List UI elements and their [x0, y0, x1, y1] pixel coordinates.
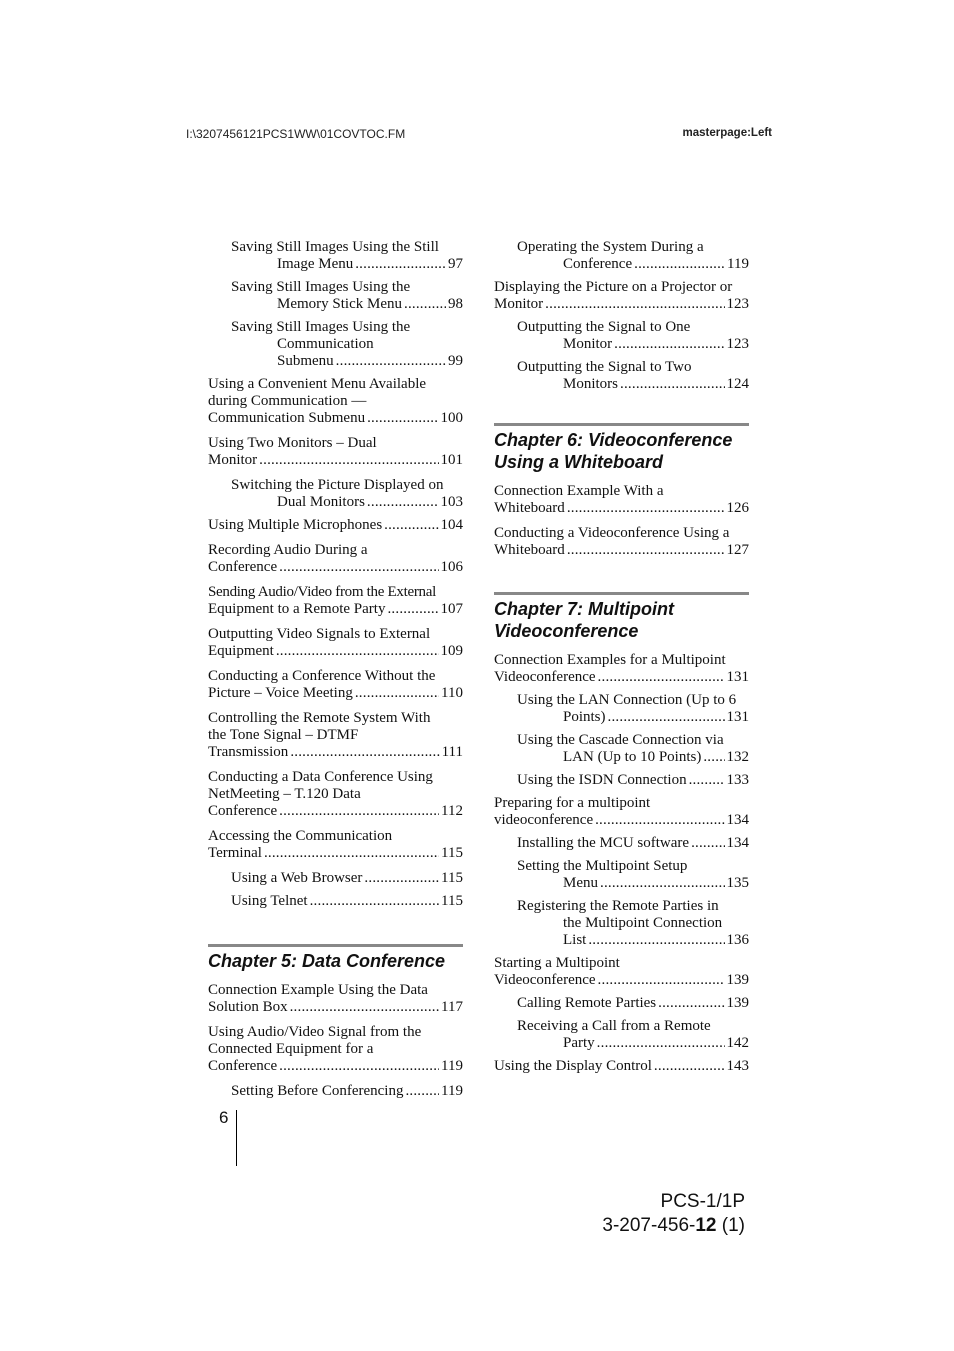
page-number: 131: [726, 669, 749, 685]
page-number: 139: [726, 995, 749, 1011]
page-number: 119: [441, 1083, 463, 1099]
page-number: 100: [440, 410, 463, 426]
page-number: 97: [448, 256, 463, 272]
page-number: 143: [726, 1058, 749, 1074]
masterpage-label: masterpage:Left: [682, 127, 772, 139]
toc-entry[interactable]: Setting Before Conferencing ..... 119: [208, 1083, 463, 1100]
toc-entry[interactable]: Preparing for a multipoint videoconference ..... 134: [494, 795, 749, 829]
toc-right-column: [494, 239, 749, 1075]
toc-entry[interactable]: Switching the Picture Displayed on Dual Monitors ..... 103: [208, 477, 463, 511]
toc-entry[interactable]: Saving Still Images Using the Communication Submenu ..... 99: [208, 319, 463, 370]
page-number: 106: [440, 559, 463, 575]
toc-entry[interactable]: Accessing the Communication Terminal ..... 115: [208, 828, 463, 862]
toc-entry[interactable]: Using the Display Control ..... 143: [494, 1058, 749, 1075]
model-name: PCS-1/1P: [660, 1191, 745, 1212]
model-code: 3-207-456-12 (1): [602, 1215, 745, 1236]
chapter-heading[interactable]: Chapter 6: Videoconference Using a Whiteboard: [494, 423, 749, 473]
toc-entry[interactable]: Using Multiple Microphones ..... 104: [208, 517, 463, 534]
toc-entry[interactable]: Operating the System During a Conference ..... 119: [494, 239, 749, 273]
page-number: 139: [726, 972, 749, 988]
page-number: 132: [726, 749, 749, 765]
page-number: 104: [440, 517, 463, 533]
page-number: 111: [441, 744, 463, 760]
page-number: 131: [726, 709, 749, 725]
page-number: 112: [441, 803, 463, 819]
toc-entry[interactable]: Calling Remote Parties ..... 139: [494, 995, 749, 1012]
toc-entry[interactable]: Using Telnet ..... 115: [208, 893, 463, 910]
toc-entry[interactable]: Installing the MCU software ..... 134: [494, 835, 749, 852]
toc-entry[interactable]: Starting a Multipoint Videoconference ..... 139: [494, 955, 749, 989]
page-number: 103: [440, 494, 463, 510]
page-number: 115: [441, 845, 463, 861]
toc-entry[interactable]: Displaying the Picture on a Projector or Monitor ..... 123: [494, 279, 749, 313]
page-number: 119: [441, 1058, 463, 1074]
toc-entry[interactable]: Saving Still Images Using the Memory Stick Menu ..... 98: [208, 279, 463, 313]
toc-entry[interactable]: Sending Audio/Video from the External Equipment to a Remote Party ..... 107: [208, 584, 463, 618]
chapter-heading[interactable]: Chapter 7: Multipoint Videoconference: [494, 592, 749, 642]
page-number: 134: [726, 835, 749, 851]
toc-entry[interactable]: Outputting the Signal to Two Monitors ..... 124: [494, 359, 749, 393]
toc-entry[interactable]: Using the ISDN Connection ..... 133: [494, 772, 749, 789]
page-number: 107: [440, 601, 463, 617]
toc-entry[interactable]: Conducting a Videoconference Using a Whiteboard ..... 127: [494, 525, 749, 559]
page-number: 110: [441, 685, 463, 701]
page-number: 134: [726, 812, 749, 828]
page-number: 98: [448, 296, 463, 312]
page-number: 123: [726, 296, 749, 312]
page-number: 115: [441, 870, 463, 886]
toc-entry[interactable]: Using the Cascade Connection via LAN (Up to 10 Points) ..... 132: [494, 732, 749, 766]
toc-entry[interactable]: Controlling the Remote System With the Tone Signal – DTMF Transmission ..... 111: [208, 710, 463, 761]
page-number-footer: 6: [219, 1108, 229, 1127]
toc-entry[interactable]: Using a Web Browser ..... 115: [208, 870, 463, 887]
toc-entry[interactable]: Connection Examples for a Multipoint Videoconference ..... 131: [494, 652, 749, 686]
model-info: [602, 1190, 745, 1238]
page-number: 126: [726, 500, 749, 516]
page-number: 109: [440, 643, 463, 659]
page-number: 142: [726, 1035, 749, 1051]
toc-entry[interactable]: Setting the Multipoint Setup Menu ..... 135: [494, 858, 749, 892]
toc-left-column: [208, 239, 463, 1100]
toc-entry[interactable]: Connection Example With a Whiteboard ..... 126: [494, 483, 749, 517]
page-number: 124: [726, 376, 749, 392]
page-number: 123: [726, 336, 749, 352]
file-path: I:\3207456121PCS1WW\01COVTOC.FM: [186, 127, 406, 141]
page-number: 101: [440, 452, 463, 468]
toc-entry[interactable]: Conducting a Conference Without the Picture – Voice Meeting ..... 110: [208, 668, 463, 702]
page-number: 133: [726, 772, 749, 788]
toc-entry[interactable]: Conducting a Data Conference Using NetMeeting – T.120 Data Conference ..... 112: [208, 769, 463, 820]
toc-entry[interactable]: Using Two Monitors – Dual Monitor ..... 101: [208, 435, 463, 469]
toc-entry[interactable]: Outputting Video Signals to External Equipment ..... 109: [208, 626, 463, 660]
toc-entry[interactable]: Receiving a Call from a Remote Party ..... 142: [494, 1018, 749, 1052]
page-number: 117: [441, 999, 463, 1015]
chapter-heading[interactable]: Chapter 5: Data Conference: [208, 944, 463, 972]
page-number: 115: [441, 893, 463, 909]
toc-entry[interactable]: Outputting the Signal to One Monitor ..... 123: [494, 319, 749, 353]
toc-entry[interactable]: Using the LAN Connection (Up to 6 Points) ..... 131: [494, 692, 749, 726]
page-number: 127: [726, 542, 749, 558]
toc-entry[interactable]: Recording Audio During a Conference ..... 106: [208, 542, 463, 576]
toc-entry[interactable]: Using a Convenient Menu Available during Communication — Communication Submenu ..... 100: [208, 376, 463, 427]
toc-entry[interactable]: Saving Still Images Using the Still Image Menu ..... 97: [208, 239, 463, 273]
footer-rule: [236, 1110, 237, 1166]
toc-entry[interactable]: Using Audio/Video Signal from the Connected Equipment for a Conference ..... 119: [208, 1024, 463, 1075]
page-number: 136: [726, 932, 749, 948]
page-number: 119: [727, 256, 749, 272]
toc-entry[interactable]: Connection Example Using the Data Solution Box ..... 117: [208, 982, 463, 1016]
toc-entry[interactable]: Registering the Remote Parties in the Multipoint Connection List ..... 136: [494, 898, 749, 949]
page-number: 135: [726, 875, 749, 891]
page-number: 99: [448, 353, 463, 369]
